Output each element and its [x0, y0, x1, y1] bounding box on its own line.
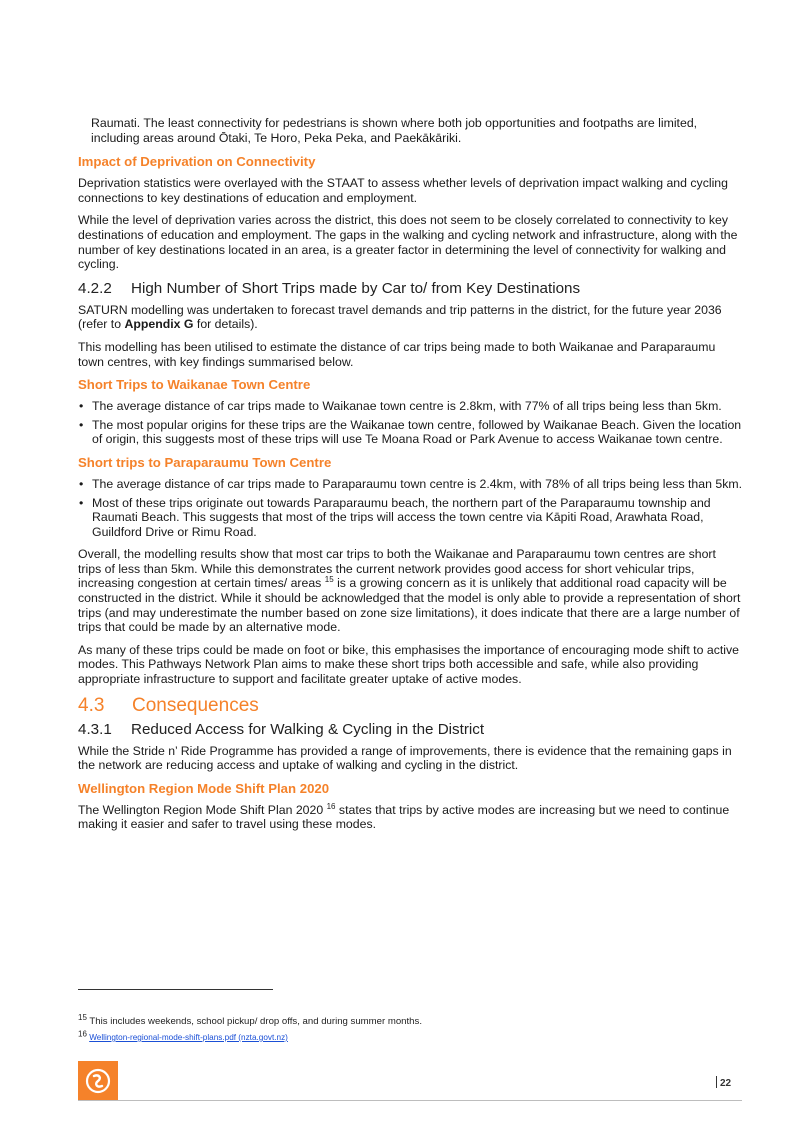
footnote-divider [78, 989, 273, 990]
section-4-3-heading [78, 695, 742, 717]
section-title: Reduced Access for Walking & Cycling in the District [131, 720, 485, 738]
footer-divider [78, 1100, 742, 1101]
deprivation-paragraph-1: Deprivation statistics were overlayed with the STAAT to assess whether levels of deprivation impact walking and cycling connections to key destinations of education and employment. [78, 176, 728, 205]
saturn-paragraph [78, 303, 742, 332]
list-item: • Most of these trips originate out towards Paraparaumu beach, the northern part of the Paraparaumu township and Raumati Beach. This suggests that most of the trips will access the town centre via Kāpiti Road, Arawhata Road, Guildford Drive or Rimu Road. [78, 496, 742, 540]
deprivation-paragraph-2: While the level of deprivation varies across the district, this does not seem to be closely correlated to connectivity to key destinations of education and employment. The gaps in the walking and cycling network and infrastructure, along with the number of key destinations located in an area, is a greater factor in determining the level of connectivity for walking and cycling. [78, 213, 738, 272]
footnote-15 [78, 1012, 422, 1028]
footnote-ref-16[interactable]: 16 [326, 801, 336, 811]
overall-paragraph [78, 547, 742, 635]
stride-paragraph: While the Stride n’ Ride Programme has provided a range of improvements, there is evidence that the remaining gaps in the network are reducing access and uptake of walking and cycling in the district. [78, 743, 732, 773]
appendix-g-ref: Appendix G [124, 317, 194, 332]
text-run: Overall, the modelling results show that most car trips to both the Waikanae and Paraparaumu town centres are short trips of less than 5km. While this demonstrates the current network provides good access for short vehicular trips, increasing congestion at certain times/ areas [78, 547, 716, 591]
section-title: Consequences [132, 694, 259, 716]
heading-paraparaumu: Short trips to Paraparaumu Town Centre [78, 454, 332, 470]
section-number: 4.3.1 [78, 720, 112, 738]
logo-icon [78, 1061, 118, 1101]
footnote-ref-15[interactable]: 15 [324, 575, 334, 585]
list-item: • The average distance of car trips made to Paraparaumu town centre is 2.4km, with 78% of all trips being less than 5km. [78, 477, 742, 492]
text-run: for details). [193, 317, 258, 332]
section-4-2-2-heading [78, 280, 742, 298]
heading-waikanae: Short Trips to Waikanae Town Centre [78, 377, 311, 393]
heading-deprivation: Impact of Deprivation on Connectivity [78, 154, 316, 170]
section-4-3-1-heading [78, 721, 742, 739]
text-run: The Wellington Region Mode Shift Plan 2020 [78, 802, 327, 817]
footnote-16 [78, 1029, 288, 1044]
intro-paragraph: Raumati. The least connectivity for pedestrians is shown where both job opportunities and footpaths are limited, including areas around Ōtaki, Te Horo, Peka Peka, and Paekākāriki. [91, 116, 698, 145]
waikanae-list [78, 399, 742, 447]
footnote-link[interactable]: Wellington-regional-mode-shift-plans.pdf (nzta.govt.nz) [89, 1033, 288, 1042]
page-number-text: 22 [720, 1078, 732, 1089]
wellington-paragraph [78, 803, 742, 832]
list-item: • The most popular origins for these trips are the Waikanae town centre, followed by Waikanae Beach. Given the location of origin, this suggests most of these trips will use Te Moana Road or Park Avenue to access Waikanae town centre. [78, 418, 742, 447]
paraparaumu-list [78, 477, 742, 539]
page-body [78, 116, 742, 840]
section-number: 4.2.2 [78, 279, 112, 297]
page-number-bar [716, 1076, 717, 1088]
heading-wellington: Wellington Region Mode Shift Plan 2020 [78, 780, 330, 796]
text-run: SATURN modelling was undertaken to forecast travel demands and trip patterns in the district, for the future year 2036 (refer to [78, 302, 722, 332]
text-run: is a growing concern as it is unlikely that additional road capacity will be constructed in the district. While it should be acknowledged that the model is only able to provide a representation of short trips (and may underestimate the number based on zone size limitations), it does indicate that there are a large number of trips that could be made by an alternative mode. [78, 576, 741, 635]
section-number: 4.3 [78, 694, 105, 716]
modelling-paragraph: This modelling has been utilised to estimate the distance of car trips being made to both Waikanae and Paraparaumu town centres, with key findings summarised below. [78, 339, 716, 369]
mode-shift-paragraph: As many of these trips could be made on foot or bike, this emphasises the importance of encouraging mode shift to active modes. This Pathways Network Plan aims to make these short trips both accessible and safe, while also providing appropriate infrastructure to support and facilitate greater uptake of active modes. [78, 642, 739, 687]
footnote-text: This includes weekends, school pickup/ drop offs, and during summer months. [89, 1016, 422, 1027]
footnote-number: 16 [78, 1029, 87, 1039]
footnote-number: 15 [78, 1012, 87, 1022]
page-number [716, 1076, 731, 1089]
section-title: High Number of Short Trips made by Car to/ from Key Destinations [131, 279, 581, 297]
list-item: • The average distance of car trips made to Waikanae town centre is 2.8km, with 77% of all trips being less than 5km. [78, 399, 742, 414]
swirl-icon [85, 1068, 111, 1094]
text-run: states that trips by active modes are increasing but we need to continue making it easier and safer to travel using these modes. [78, 802, 730, 832]
